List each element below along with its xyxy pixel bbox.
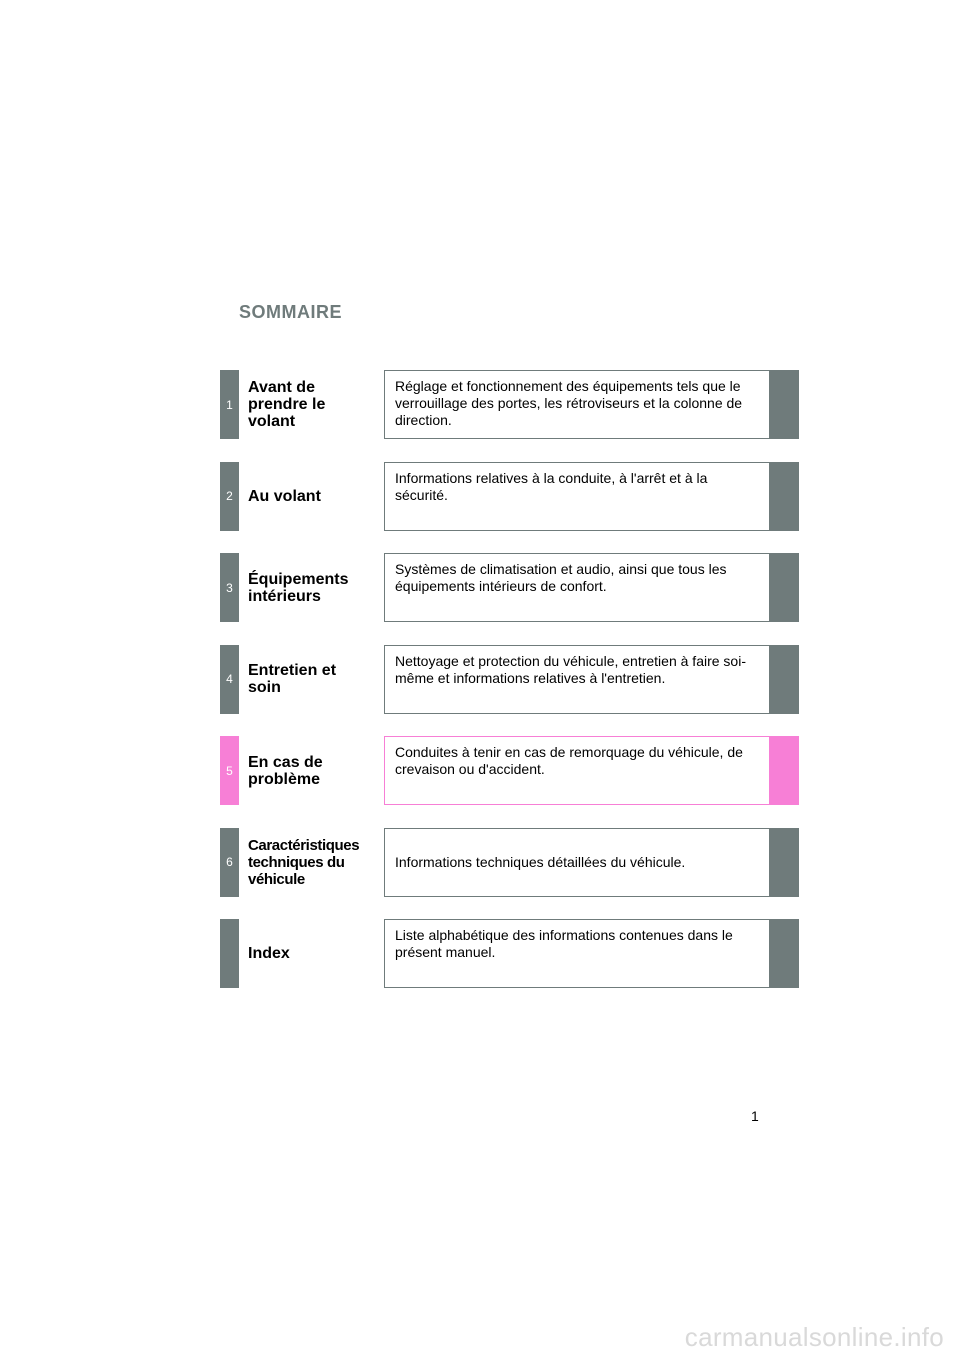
section-edge-tab <box>769 370 799 439</box>
toc-row-5[interactable] <box>220 736 799 805</box>
toc-row-4[interactable] <box>220 645 799 714</box>
toc-row-6[interactable] <box>220 828 799 897</box>
section-tab[interactable]: 1 <box>220 370 239 439</box>
toc-row-index[interactable] <box>220 919 799 988</box>
section-title[interactable]: Équipements intérieurs <box>248 570 349 605</box>
section-tab[interactable] <box>220 919 239 988</box>
section-description: Nettoyage et protection du véhicule, entretien à faire soi-même et informations relatives à l'entretien. <box>384 645 769 714</box>
section-description: Systèmes de climatisation et audio, ainsi que tous les équipements intérieurs de confort. <box>384 553 769 622</box>
section-description: Informations techniques détaillées du véhicule. <box>384 828 769 897</box>
watermark: carmanualsonline.info <box>684 1322 944 1352</box>
section-tab[interactable]: 3 <box>220 553 239 622</box>
section-title[interactable]: Caractéristiques techniques du véhicule <box>248 836 360 888</box>
section-title[interactable]: Avant de prendre le volant <box>248 379 326 430</box>
section-tab[interactable]: 4 <box>220 645 239 714</box>
section-tab[interactable]: 2 <box>220 462 239 531</box>
section-description: Liste alphabétique des informations contenues dans le présent manuel. <box>384 919 769 988</box>
section-description: Réglage et fonctionnement des équipements tels que le verrouillage des portes, les rétroviseurs et la colonne de direction. <box>384 370 769 439</box>
section-edge-tab <box>769 553 799 622</box>
page-number: 1 <box>751 1108 759 1124</box>
section-edge-tab <box>769 645 799 714</box>
section-tab[interactable]: 5 <box>220 736 239 805</box>
toc-row-1[interactable] <box>220 370 799 439</box>
section-edge-tab <box>769 462 799 531</box>
section-edge-tab <box>769 736 799 805</box>
table-of-contents <box>220 370 799 1011</box>
section-edge-tab <box>769 828 799 897</box>
section-edge-tab <box>769 919 799 988</box>
toc-row-3[interactable] <box>220 553 799 622</box>
section-title[interactable]: Index <box>248 945 290 962</box>
toc-row-2[interactable] <box>220 462 799 531</box>
section-tab[interactable]: 6 <box>220 828 239 897</box>
section-description: Informations relatives à la conduite, à l'arrêt et à la sécurité. <box>384 462 769 531</box>
section-title[interactable]: Entretien et soin <box>248 662 337 696</box>
section-title[interactable]: Au volant <box>248 487 321 505</box>
page-title: SOMMAIRE <box>239 302 342 322</box>
section-title[interactable]: En cas de problème <box>248 753 323 788</box>
section-description: Conduites à tenir en cas de remorquage du véhicule, de crevaison ou d'accident. <box>384 736 769 805</box>
